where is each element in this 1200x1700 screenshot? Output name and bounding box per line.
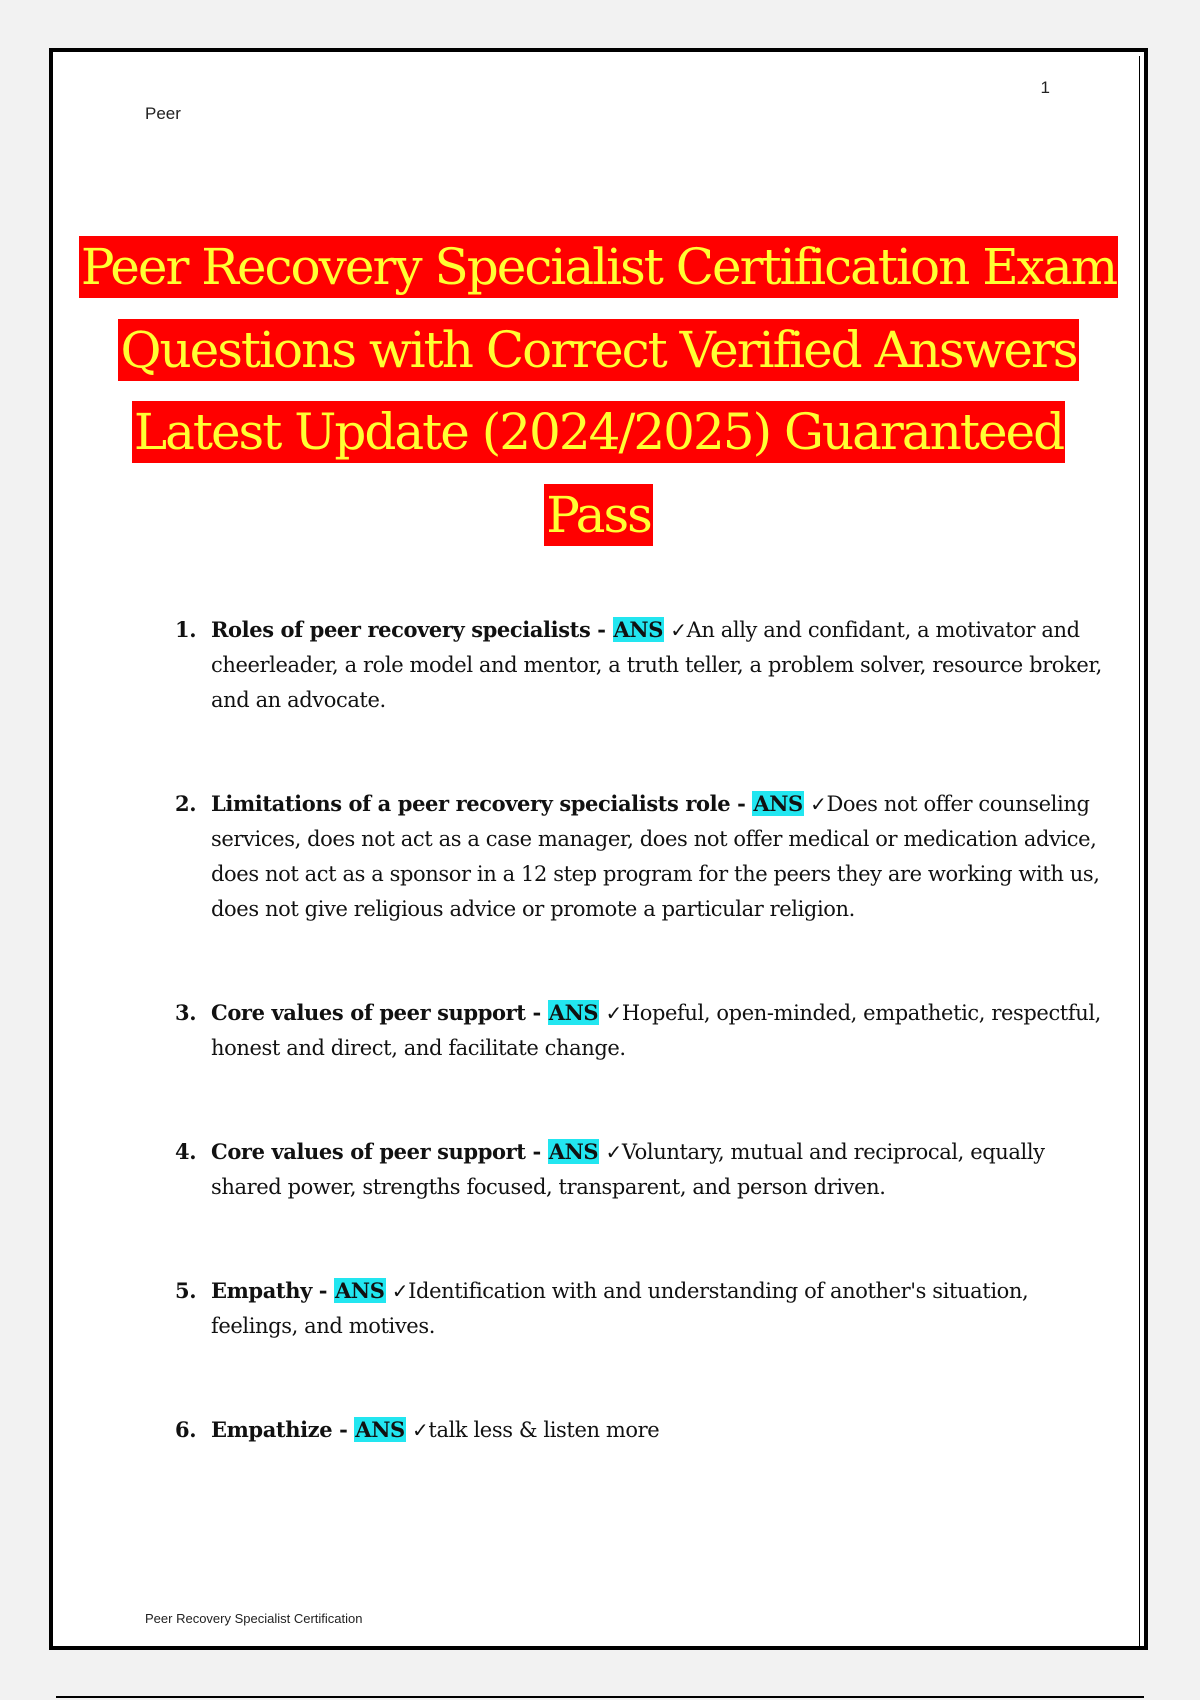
ans-badge: ANS [613,617,663,642]
bottom-divider [56,1696,1144,1698]
qa-number: 4. [175,1139,197,1164]
qa-answer: talk less & listen more [428,1418,660,1442]
title-block [73,226,1124,556]
footer-text: Peer Recovery Specialist Certification [145,1611,363,1626]
qa-item: 3. Core values of peer support - ANS ✓Hopeful, open-minded, empathetic, respectful, honest and direct, and facilitate change. [175,995,1115,1066]
check-icon: ✓ [605,1001,622,1025]
check-icon: ✓ [605,1140,622,1164]
qa-question: Roles of peer recovery specialists [211,617,591,642]
qa-number: 3. [175,1000,197,1025]
qa-number: 1. [175,617,197,642]
qa-list [175,612,1115,1448]
check-icon: ✓ [412,1418,429,1442]
document-page [49,48,1148,1650]
header-title: Peer [145,104,181,123]
qa-answer: Does not offer counseling services, does not act as a case manager, does not offer medical or medication advice, does not act as a sponsor in a 12 step program for the peers they are working with us, does not give religious advice or promote a particular religion. [211,792,1100,921]
qa-item: 5. Empathy - ANS ✓Identification with and understanding of another's situation, feelings, and motives. [175,1273,1115,1344]
check-icon: ✓ [670,618,687,642]
qa-number: 5. [175,1278,197,1303]
qa-item: 1. Roles of peer recovery specialists - ANS ✓An ally and confidant, a motivator and cheerleader, a role model and mentor, a truth teller, a problem solver, resource broker, and an advocate. [175,612,1115,718]
qa-number: 2. [175,791,197,816]
qa-question: Empathy [211,1278,312,1303]
ans-badge: ANS [548,1000,599,1025]
ans-badge: ANS [355,1417,405,1442]
qa-question: Core values of peer support [211,1000,526,1025]
document-title-text: Peer Recovery Specialist Certification Exam Questions with Correct Verified Answers Latest Update (2024/2025) Guaranteed Pass [80,238,1117,544]
ans-badge: ANS [548,1139,599,1164]
qa-answer: Hopeful, open-minded, empathetic, respectful, honest and direct, and facilitate change. [211,1001,1101,1060]
qa-question: Core values of peer support [211,1139,526,1164]
qa-item: 4. Core values of peer support - ANS ✓Voluntary, mutual and reciprocal, equally shared power, strengths focused, transparent, and person driven. [175,1134,1115,1205]
qa-answer: Voluntary, mutual and reciprocal, equally shared power, strengths focused, transparent, and person driven. [211,1140,1045,1199]
qa-answer: An ally and confidant, a motivator and cheerleader, a role model and mentor, a truth teller, a problem solver, resource broker, and an advocate. [211,618,1102,712]
check-icon: ✓ [810,792,827,816]
document-title [73,226,1124,556]
qa-number: 6. [175,1417,197,1442]
ans-badge: ANS [753,791,803,816]
ans-badge: ANS [335,1278,385,1303]
check-icon: ✓ [391,1279,409,1303]
page-number: 1 [1040,78,1050,97]
qa-question: Empathize [211,1417,333,1442]
qa-question: Limitations of a peer recovery specialists role [211,791,731,816]
qa-item: 2. Limitations of a peer recovery specialists role - ANS ✓Does not offer counseling services, does not act as a case manager, does not offer medical or medication advice, does not act as a sponsor in a 12 step program for the peers they are working with us, does not give religious advice or promote a particular religion. [175,786,1115,927]
qa-answer: Identification with and understanding of another's situation, feelings, and motives. [211,1279,1029,1338]
qa-item: 6. Empathize - ANS ✓talk less & listen more [175,1412,1115,1448]
